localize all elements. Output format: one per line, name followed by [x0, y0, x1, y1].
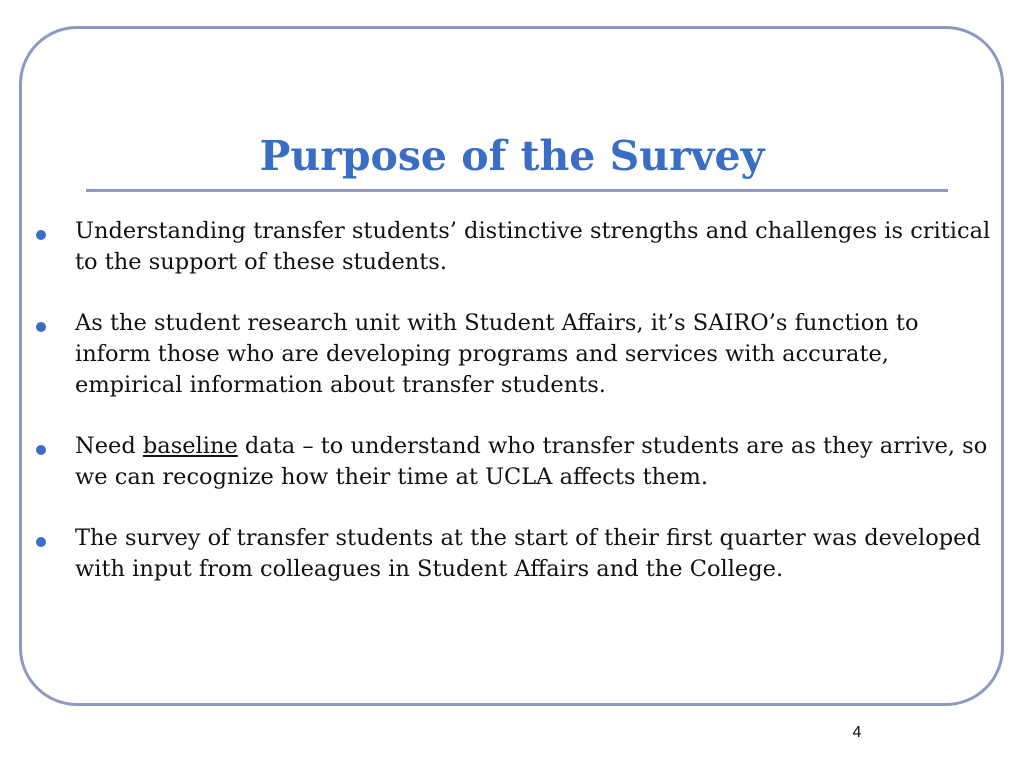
bullet-item [0, 431, 1024, 493]
bullet-text-suffix: data – to understand who transfer students are as they arrive, so we can recognize how their time at UCLA affects them. [75, 433, 988, 490]
bullet-item [0, 523, 1024, 585]
bullet-marker-icon [36, 230, 46, 240]
bullet-marker-icon [36, 445, 46, 455]
bullet-emphasis-baseline: baseline [142, 433, 238, 459]
bullet-item [0, 308, 1024, 401]
bullet-text: The survey of transfer students at the start of their first quarter was developed with input from colleagues in Student Affairs and the College. [75, 525, 981, 582]
bullet-marker-icon [36, 537, 46, 547]
bullet-text-prefix: Need [75, 433, 143, 459]
bullet-text: As the student research unit with Student Affairs, it’s SAIRO’s function to inform those who are developing programs and services with accurate, empirical information about transfer students. [75, 310, 919, 398]
slide-title: Purpose of the Survey [259, 132, 765, 180]
bullet-list [0, 216, 1024, 615]
page-number: 4 [852, 724, 862, 741]
bullet-marker-icon [36, 322, 46, 332]
title-underline-rule [86, 189, 948, 192]
bullet-text: Understanding transfer students’ distinctive strengths and challenges is critical to the support of these students. [75, 218, 991, 275]
bullet-item [0, 216, 1024, 278]
